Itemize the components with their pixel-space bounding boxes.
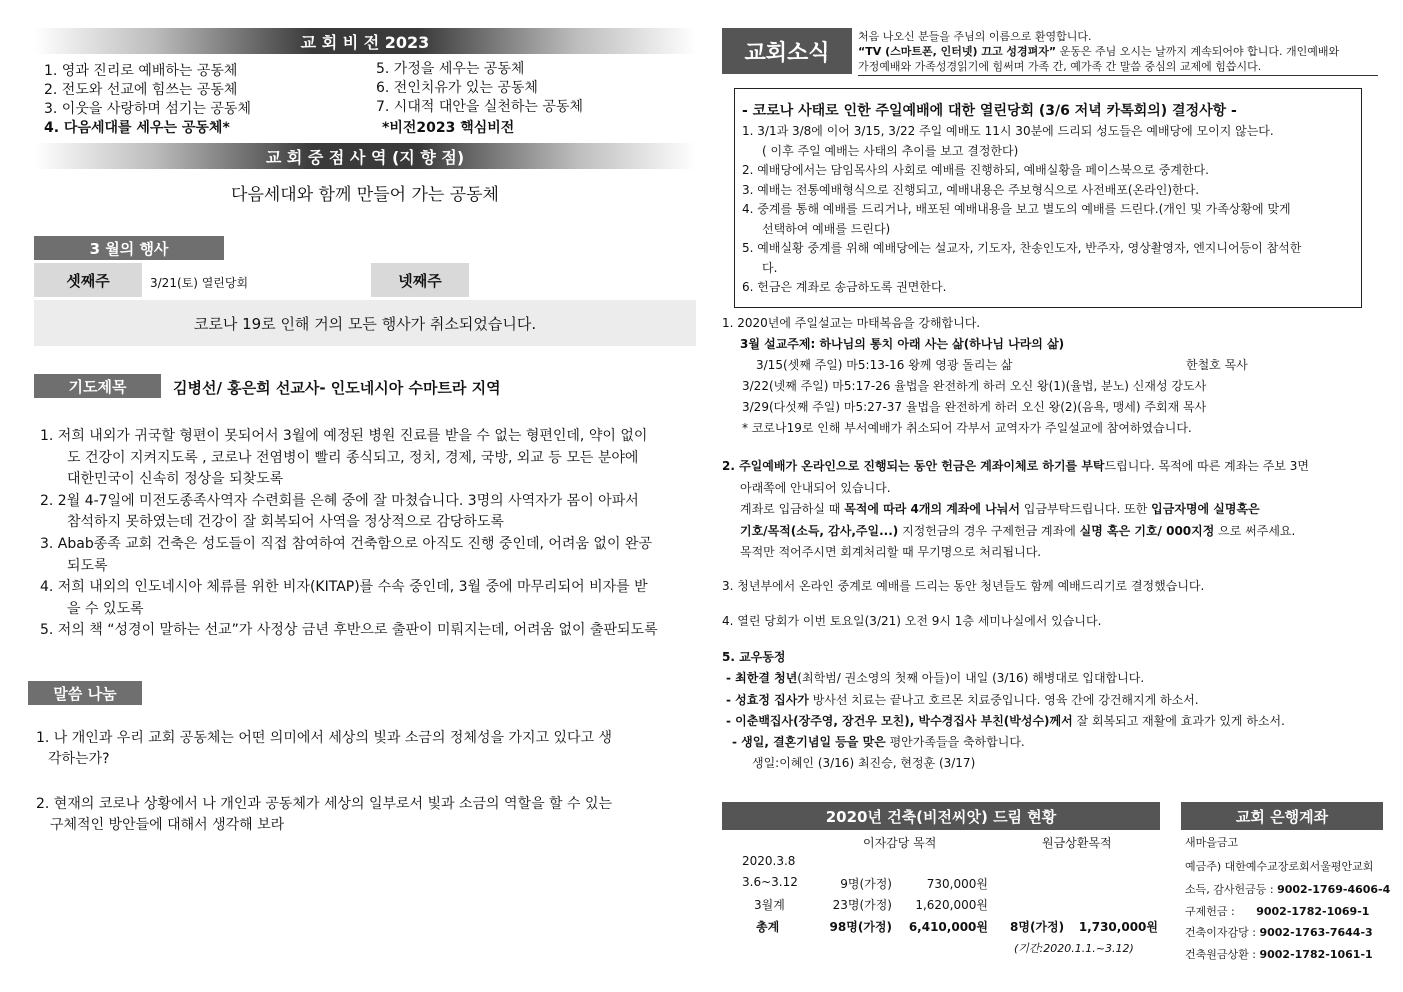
prayer-line: 5. 저의 책 “성경이 말하는 선교”가 사정상 금년 후반으로 출판이 미뤄지는데, 어려움 없이 출판되도록 bbox=[40, 622, 658, 639]
prayer-line: 되도록 bbox=[67, 557, 108, 574]
sermon-section bbox=[722, 313, 1362, 439]
youth-notice: 3. 청년부에서 온라인 중계로 예배를 드리는 동안 청년들도 함께 예배드리기로 결정했습니다. bbox=[722, 579, 1205, 593]
building-principal-count: 8명(가정) bbox=[1010, 920, 1065, 934]
welcome-line: 가정예배와 가족성경읽기에 힘써며 가족 간, 예가족 간 말씀 중심의 교제에 힘씁시다. bbox=[858, 60, 1262, 73]
building-total-count: 98명(가정) bbox=[829, 920, 892, 934]
building-principal-amount: 1,730,000원 bbox=[1078, 920, 1158, 934]
vision-item: 1. 영과 진리로 예배하는 공동체 bbox=[44, 63, 238, 79]
building-date: 2020.3.8 bbox=[742, 854, 796, 868]
member-name: - 성효정 집사가 bbox=[726, 692, 809, 707]
word-line: 1. 나 개인과 우리 교회 공동체는 어떤 의미에서 세상의 빛과 소금의 정체성을 가지고 있다고 생 bbox=[36, 730, 613, 746]
account-label: 건축원금상환 : bbox=[1185, 947, 1256, 961]
vision-title-bar bbox=[34, 28, 696, 54]
sermon-item: 3/22(넷째 주일) 마5:17-26 율법을 완전하게 하러 오신 왕(1)(율법, 분노) 신재성 강도사 bbox=[742, 379, 1207, 393]
offering-text: 입금부탁드립니다. 또한 bbox=[1019, 502, 1152, 516]
members-title: 5. 교우동정 bbox=[722, 650, 786, 664]
covid-line: 5. 예배실황 중계를 위해 예배당에는 설교자, 기도자, 찬송인도자, 반주자, 영상촬영자, 엔지니어등이 참석한 bbox=[742, 241, 1302, 255]
prayer-list bbox=[40, 426, 700, 642]
covid-line: 1. 3/1과 3/8에 이어 3/15, 3/22 주일 예배도 11시 30분에 드리되 성도들은 예배당에 모이지 않는다. bbox=[742, 124, 1274, 138]
vision-left-list bbox=[44, 62, 251, 138]
vision-item: 7. 시대적 대안을 실천하는 공동체 bbox=[376, 99, 583, 115]
vision-item: 6. 전인치유가 있는 공동체 bbox=[376, 80, 538, 96]
week4-label: 넷째주 bbox=[371, 263, 469, 297]
vision-item: 5. 가정을 세우는 공동체 bbox=[376, 61, 525, 77]
account-number: 9002-1782-1069-1 bbox=[1256, 904, 1370, 918]
prayer-heading: 김병선/ 홍은희 선교사- 인도네시아 수마트라 지역 bbox=[173, 379, 501, 397]
sermon-note: * 코로나19로 인해 부서예배가 취소되어 각부서 교역자가 주일설교에 참여하였습니다. bbox=[742, 421, 1192, 435]
word-line: 2. 현재의 코로나 상황에서 나 개인과 공동체가 세상의 일부로서 빛과 소금의 역할을 할 수 있는 bbox=[36, 796, 613, 812]
prayer-line: 대한민국이 신속히 정상을 되찾도록 bbox=[67, 471, 284, 488]
vision-item: 3. 이웃을 사랑하며 섬기는 공동체 bbox=[44, 101, 251, 117]
birthday-list: 생일:이혜인 (3/16) 최진승, 현정훈 (3/17) bbox=[752, 756, 976, 771]
events-notice: 코로나 19로 인해 거의 모든 행사가 취소되었습니다. bbox=[34, 300, 696, 346]
building-row-count: 23명(가정) bbox=[832, 898, 892, 912]
focus-title-bar bbox=[34, 143, 696, 169]
prayer-line: 을 수 있도록 bbox=[67, 600, 144, 617]
member-name: - 이춘백집사(장주영, 장건우 모친), 박수경집사 부친(박성수)께서 bbox=[726, 713, 1073, 728]
covid-box-list bbox=[742, 122, 1358, 298]
offering-section bbox=[722, 456, 1372, 564]
covid-line: 선택하여 예배를 드린다) bbox=[762, 221, 891, 236]
sermon-item: 3/29(다섯째 주일) 마5:27-37 율법을 완전하게 하러 오신 왕(2)(음욕, 맹세) 주회재 목사 bbox=[742, 400, 1207, 414]
building-row-amount: 1,620,000원 bbox=[915, 898, 988, 912]
news-divider bbox=[858, 75, 1378, 76]
covid-line: 6. 헌금은 계좌로 송금하도록 권면한다. bbox=[742, 280, 947, 294]
account-label: 소득, 감사헌금등 : bbox=[1185, 883, 1274, 896]
account-label: 건축이자감당 : bbox=[1185, 926, 1256, 939]
prayer-line: 도 건강이 지켜지도록 , 코로나 전염병이 빨리 종식되고, 정치, 경제, 국방, 외교 등 모든 분야에 bbox=[67, 449, 639, 466]
member-name: - 최한결 청년 bbox=[726, 671, 798, 686]
offering-emphasis: 기호/목적(소득, 감사,주일...) bbox=[740, 523, 899, 538]
prayer-line: 3. Abab종족 교회 건축은 성도들이 직접 참여하여 건축함으로 아직도 진행 중인데, 어려움 없이 완공 bbox=[40, 535, 652, 552]
word-line: 각하는가? bbox=[48, 751, 110, 767]
focus-title: 교 회 중 점 사 역 (지 향 점) bbox=[265, 147, 465, 167]
events-title: 3 월의 행사 bbox=[34, 236, 224, 260]
offering-text: 아래쪽에 안내되어 있습니다. bbox=[740, 480, 891, 495]
news-title: 교회소식 bbox=[722, 28, 852, 74]
focus-text: 다음세대와 함께 만들어 가는 공동체 bbox=[231, 185, 499, 205]
offering-emphasis: 입금자명에 실명혹은 bbox=[1151, 502, 1260, 516]
prayer-line: 1. 저희 내외가 귀국할 형편이 못되어서 3월에 예정된 병원 진료를 받을 수 없는 형편인데, 약이 없이 bbox=[40, 428, 648, 444]
bank-name: 새마을금고 bbox=[1185, 836, 1239, 849]
building-col-principal: 원금상환목적 bbox=[1042, 836, 1112, 850]
offering-emphasis: 실명 혹은 기호/ 000지정 bbox=[1079, 523, 1215, 538]
week3-label: 셋째주 bbox=[34, 263, 142, 297]
building-total-label: 총계 bbox=[756, 920, 780, 934]
member-text: 평안가족들을 축하합니다. bbox=[885, 735, 1025, 750]
member-text: 방사선 치료는 끝나고 호르몬 치료중입니다. 영육 간에 강건해지게 하소서. bbox=[808, 692, 1199, 707]
building-total-amount: 6,410,000원 bbox=[908, 920, 988, 934]
word-tab: 말씀 나눔 bbox=[28, 681, 142, 705]
member-name: - 생일, 결혼기념일 등을 맞은 bbox=[732, 735, 886, 750]
account-number: 9002-1769-4606-4 bbox=[1277, 883, 1391, 896]
sermon-item: 3/15(셋째 주일) 마5:13-16 왕께 영광 돌리는 삶 bbox=[756, 358, 1013, 372]
vision-core-note: *비전2023 핵심비전 bbox=[382, 120, 515, 136]
prayer-line: 2. 2월 4-7일에 미전도종족사역자 수련회를 은혜 중에 잘 마쳤습니다. 3명의 사역자가 몸이 아파서 bbox=[40, 492, 639, 509]
offering-text: 목적만 적어주시면 회계처리할 때 무기명으로 처리됩니다. bbox=[740, 545, 1042, 559]
offering-text: 지정헌금의 경우 구제헌금 계좌에 bbox=[898, 523, 1080, 538]
vision-item: 2. 전도와 선교에 힘쓰는 공동체 bbox=[44, 82, 238, 98]
offering-text: 으로 써주세요. bbox=[1214, 523, 1296, 538]
covid-line: 다. bbox=[762, 260, 778, 275]
bank-accounts bbox=[1185, 879, 1390, 965]
sermon-preacher: 한철호 목사 bbox=[1186, 358, 1248, 372]
building-row-count: 9명(가정) bbox=[840, 877, 892, 891]
member-text: 잘 회복되고 재활에 효과가 있게 하소서. bbox=[1072, 713, 1285, 728]
word-line: 구체적인 방안들에 대해서 생각해 보라 bbox=[50, 817, 285, 833]
council-notice: 4. 열린 당회가 이번 토요일(3/21) 오전 9시 1층 세미나실에서 있습니다. bbox=[722, 614, 1102, 628]
covid-line: 2. 예배당에서는 담임목사의 사회로 예배를 진행하되, 예배실황을 페이스북으로 중계한다. bbox=[742, 163, 1209, 177]
covid-line: 4. 중계를 통해 예배를 드리거나, 배포된 예배내용을 보고 별도의 예배를 드린다.(개인 및 가족상황에 맞게 bbox=[742, 202, 1291, 216]
members-section bbox=[722, 647, 1372, 775]
building-col-interest: 이자감당 목적 bbox=[863, 836, 937, 850]
building-title: 2020년 건축(비전씨앗) 드림 현황 bbox=[722, 802, 1160, 830]
bank-holder: 예금주) 대한예수교장로회서울평안교회 bbox=[1185, 860, 1374, 873]
account-number: 9002-1782-1061-1 bbox=[1259, 947, 1373, 961]
sermon-theme: 3월 설교주제: 하나님의 통치 아래 사는 삶(하나님 나라의 삶) bbox=[740, 337, 1065, 351]
account-label: 구제헌금 : bbox=[1185, 904, 1235, 918]
prayer-line: 4. 저희 내외의 인도네시아 체류를 위한 비자(KITAP)를 수속 중인데, 3월 중에 마무리되어 비자를 받 bbox=[40, 579, 648, 596]
building-row-label: 3월계 bbox=[754, 898, 785, 912]
covid-box-title: - 코로나 사태로 인한 주일예배에 대한 열린당회 (3/6 저녁 카톡회의) 결정사항 - bbox=[742, 103, 1237, 119]
week3-text: 3/21(토) 열린당회 bbox=[150, 276, 249, 290]
news-welcome bbox=[858, 29, 1378, 74]
offering-text: 계좌로 입금하실 때 bbox=[740, 502, 845, 516]
sermon-intro: 1. 2020년에 주일설교는 마태복음을 강해합니다. bbox=[722, 316, 981, 330]
tv-campaign: “TV (스마트폰, 인터넷) 끄고 성경펴자” bbox=[858, 45, 1057, 58]
account-number: 9002-1763-7644-3 bbox=[1259, 926, 1373, 939]
offering-text: 드립니다. 목적에 따른 계좌는 주보 3면 bbox=[1104, 459, 1309, 473]
word-list bbox=[36, 728, 612, 836]
offering-emphasis: 목적에 따라 4개의 계좌에 나눠서 bbox=[844, 502, 1020, 516]
prayer-tab: 기도제목 bbox=[34, 374, 161, 398]
vision-right-list bbox=[376, 60, 583, 138]
offering-emphasis: 2. 주일예배가 온라인으로 진행되는 동안 헌금은 계좌이체로 하기를 부탁 bbox=[722, 459, 1105, 473]
bank-title: 교회 은행계좌 bbox=[1181, 802, 1383, 830]
building-period: (기간:2020.1.1.~3.12) bbox=[1014, 942, 1134, 955]
welcome-line: 처음 나오신 분들을 주님의 이름으로 환영합니다. bbox=[858, 30, 1092, 43]
covid-line: ( 이후 주일 예배는 사태의 추이를 보고 결정한다) bbox=[762, 143, 1019, 158]
vision-item: 4. 다음세대를 세우는 공동체* bbox=[44, 120, 230, 136]
prayer-line: 참석하지 못하였는데 건강이 잘 회복되어 사역을 정상적으로 감당하도록 bbox=[67, 514, 504, 531]
vision-title: 교 회 비 전 2023 bbox=[300, 32, 430, 52]
building-row-amount: 730,000원 bbox=[926, 877, 988, 891]
building-row-label: 3.6~3.12 bbox=[742, 875, 798, 889]
member-text: (최학범/ 권소영의 첫째 아들)이 내일 (3/16) 해병대로 입대합니다. bbox=[797, 671, 1145, 686]
welcome-line: 운동은 주님 오시는 날까지 계속되어야 합니다. 개인예배와 bbox=[1059, 45, 1340, 58]
covid-line: 3. 예배는 전통예배형식으로 진행되고, 예배내용은 주보형식으로 사전배포(온라인)한다. bbox=[742, 182, 1200, 197]
